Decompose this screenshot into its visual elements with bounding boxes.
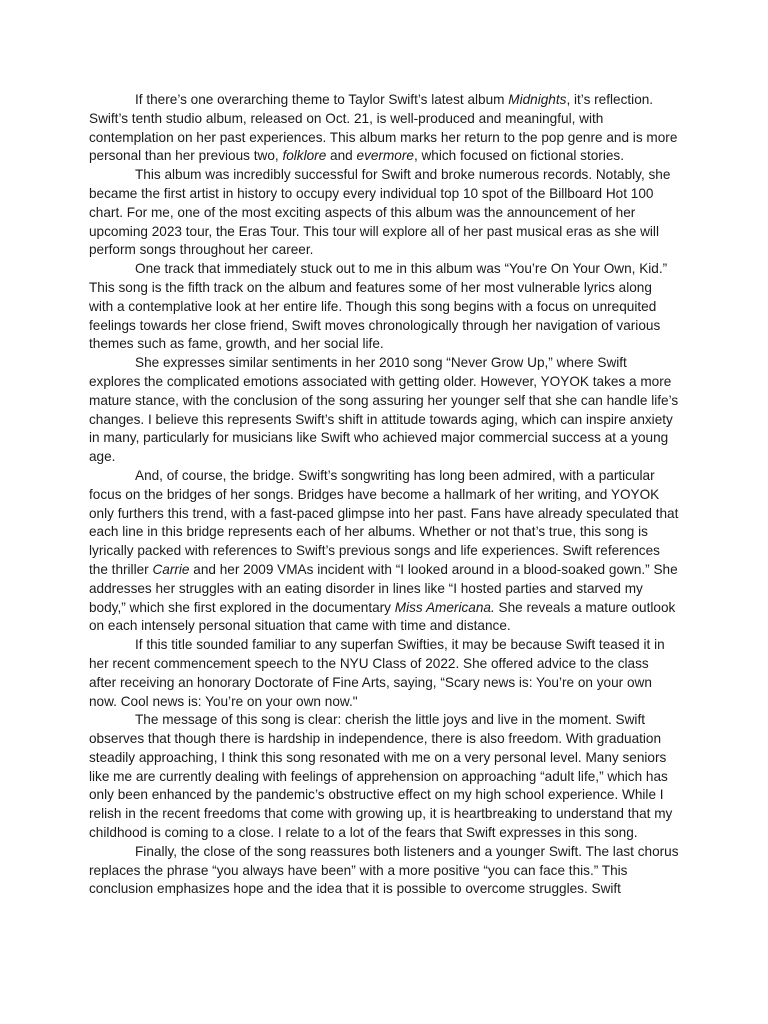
- body-text-run: She reveals a mature outlook on each intensely personal situation that came with time and distance.: [89, 599, 676, 634]
- body-text-run: If there’s one overarching theme to Taylor Swift’s latest album: [135, 92, 509, 107]
- body-text-run: This album was incredibly successful for Swift and broke numerous records. Notably, she became the first artist in history to occupy every individual top 10 spot of the Billboard Hot 100 chart. For me, one of the most exciting aspects of this album was the announcement of her upcoming 2023 tour, the Eras Tour. This tour will explore all of her past musical eras as she will perform songs throughout her career.: [89, 167, 671, 258]
- paragraph-5: [89, 467, 679, 636]
- paragraph-7: [89, 711, 679, 843]
- paragraph-6: [89, 636, 679, 711]
- body-text-run: One track that immediately stuck out to me in this album was “You’re On Your Own, Kid.” This song is the fifth track on the album and features some of her most vulnerable lyrics along with a contemplative look at her entire life. Though this song begins with a focus on unrequited feelings towards her close friend, Swift moves chronologically through her navigation of various themes such as fame, growth, and her social life.: [89, 261, 668, 352]
- body-text-run: and her 2009 VMAs incident with “I looked around in a blood-soaked gown.” She addresses her struggles with an eating disorder in lines like “I hosted parties and starved my body,” which she first explored in the documentary: [89, 561, 678, 615]
- paragraph-2: [89, 166, 679, 260]
- italic-title-text: folklore: [282, 148, 327, 164]
- paragraph-8: [89, 843, 679, 899]
- body-text-run: and: [326, 148, 357, 164]
- italic-title-text: Miss Americana.: [394, 599, 495, 615]
- body-text-run: , which focused on fictional stories.: [413, 148, 624, 164]
- body-text-run: And, of course, the bridge. Swift’s songwriting has long been admired, with a particular focus on the bridges of her songs. Bridges have become a hallmark of her writing, and YOYOK only furthers this trend, with a fast-paced glimpse into her past. Fans have already speculated that each line in this bridge represents each of her albums. Whether or not that’s true, this song is lyrically packed with references to Swift’s previous songs and life experiences. Swift references the thriller: [89, 467, 679, 577]
- body-text-run: , it’s reflection. Swift’s tenth studio album, released on Oct. 21, is well-produced and meaningful, with contemplation on her past experiences. This album marks her return to the pop genre and is more personal than her previous two,: [89, 92, 678, 164]
- document-page: [89, 91, 679, 899]
- paragraph-1: [89, 91, 679, 166]
- italic-title-text: Carrie: [152, 561, 190, 577]
- body-text-run: The message of this song is clear: cherish the little joys and live in the moment. Swift observes that though there is hardship in independence, there is also freedom. With graduation steadily approaching, I think this song resonated with me on a very personal level. Many seniors like me are currently dealing with feelings of apprehension on approaching “adult life,” which has only been enhanced by the pandemic’s obstructive effect on my high school experience. While I relish in the recent freedoms that come with growing up, it is heartbreaking to understand that my childhood is coming to a close. I relate to a lot of the fears that Swift expresses in this song.: [89, 712, 673, 841]
- body-text-run: If this title sounded familiar to any superfan Swifties, it may be because Swift teased it in her recent commencement speech to the NYU Class of 2022. She offered advice to the class after receiving an honorary Doctorate of Fine Arts, saying, “Scary news is: You’re on your own now. Cool news is: You’re on your own now.": [89, 637, 665, 709]
- body-text-run: She expresses similar sentiments in her 2010 song “Never Grow Up,” where Swift explores the complicated emotions associated with getting older. However, YOYOK takes a more mature stance, with the conclusion of the song assuring her younger self that she can handle life’s changes. I believe this represents Swift’s shift in attitude towards aging, which can inspire anxiety in many, particularly for musicians like Swift who achieved major commercial success at a young age.: [89, 355, 679, 465]
- italic-title-text: evermore: [356, 148, 414, 164]
- italic-title-text: Midnights: [508, 92, 567, 107]
- paragraph-3: [89, 260, 679, 354]
- paragraph-4: [89, 354, 679, 467]
- body-text-run: Finally, the close of the song reassures both listeners and a younger Swift. The last chorus replaces the phrase “you always have been” with a more positive “you can face this.” This conclusion emphasizes hope and the idea that it is possible to overcome struggles. Swift: [89, 843, 679, 897]
